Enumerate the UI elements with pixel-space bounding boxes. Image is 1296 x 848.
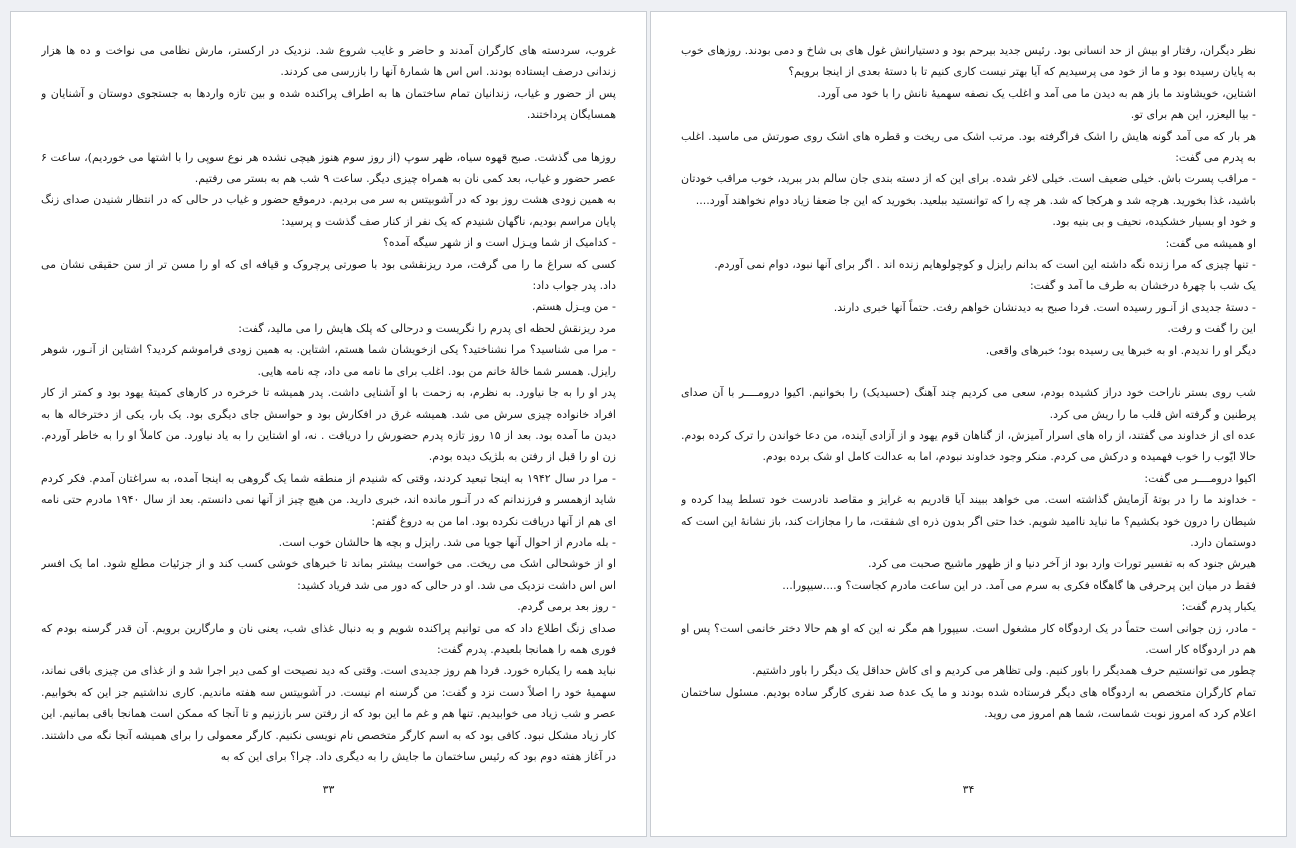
paragraph: اکیوا درومــــر می گفت:: [1144, 471, 1256, 485]
page-number: ۳۴: [962, 783, 975, 796]
paragraph: - کدامیک از شما ویـزل است و از شهر سیگه آمده؟: [383, 236, 616, 250]
paragraph: - دستهٔ جدیدی از آنـور رسیده است. فردا صبح به دیدنشان خواهم رفت. حتماً آنها خبری دارند.: [833, 300, 1256, 314]
paragraph: کسی که سراغ ما را می گرفت، مرد ریزنقشی بود با صورتی پرچروک و قیافه ای که او را مسن تر از سن حقیقی نشان می داد. پدر جواب داد:: [41, 257, 616, 293]
document-page-right: [650, 11, 1287, 837]
paragraph: پدر او را به جا نیاورد. به نظرم، به زحمت با او آشنایی داشت. پدر همیشه تا خرخره در کارهای کمیتهٔ یهود بود و کمتر از کار افراد خانواده چیزی سرش می شد. همیشه غرق در افکارش بود و حواسش جای دیگری بود. یک بار، یکی از دخترخاله ها به دیدن ما آمده بود. بعد از ۱۵ روز تازه پدرم حضورش را دریافت . نه، او اشتاین را به یاد نیاورد. من کاملاً او را به خاطر آوردم. زن او را قبل از رفتن به بلژیک دیده بودم.: [41, 386, 616, 464]
paragraph: - من ویـزل هستم.: [531, 300, 616, 314]
paragraph: - مادر، زن جوانی است حتماً در یک اردوگاه کار مشغول است. سیپورا هم مگر نه این که او هم حالا دختر خانمی است؟ پس او هم در اردوگاه کار است.: [681, 621, 1256, 656]
paragraph: یکبار پدرم گفت:: [1181, 600, 1256, 614]
paragraph: مرد ریزنقش لحظه ای پدرم را نگریست و درحالی که پلک هایش را می مالید، گفت:: [238, 321, 616, 335]
paragraph: فقط در میان این پرحرفی ها گاهگاه فکری به سرم می آمد. در این ساعت مادرم کجاست؟ و....سیپورا...: [782, 578, 1256, 592]
paragraph: غروب، سردسته های کارگران آمدند و حاضر و غایب شروع شد. نزدیک در ارکستر، مارش نظامی می نواخت و ده ها هزار زندانی درصف ایستاده بودند. اس اس ها شمارهٔ آنها را بازرسی می کردند.: [41, 44, 616, 79]
paragraph: پس از حضور و غیاب، زندانیان تمام ساختمان ها به اطراف پراکنده شده و بین تازه واردها به جستجوی دوستان و آشنایان و همسایگان پرداختند.: [41, 86, 616, 122]
paragraph: هر بار که می آمد گونه هایش را اشک فراگرفته بود. مرتب اشک می ریخت و قطره های اشک روی صورتش می ماسید. اغلب به پدرم می گفت:: [681, 129, 1256, 165]
paragraph: اشتاین، خویشاوند ما باز هم به دیدن ما می آمد و اغلب یک نصفه سهمیهٔ نانش را با خود می آورد.: [817, 86, 1256, 100]
page-number: ۳۳: [322, 783, 335, 796]
paragraph: نظر دیگران، رفتار او بیش از حد انسانی بود. رئیس جدید بیرحم بود و دستیارانش غول های بی شاخ و دمی بودند. روزهای خوب به پایان رسیده بود و ما از خود می پرسیدیم که آیا بهتر نیست کاری کنیم تا با دستهٔ بعدی از اینجا برویم؟: [681, 44, 1256, 79]
paragraph: - مرا در سال ۱۹۴۲ به اینجا تبعید کردند، وقتی که شنیدم از منطقه شما یک گروهی به اینجا آمده، به سراغتان آمدم. فکر کردم شاید ازهمسر و فرزندانم که در آنـور مانده اند، خبری دارید. من هیچ چیز از آنها نمی دانستم. بعد از سال ۱۹۴۰ مادرم حتی نامه ای هم از آنها دریافت نکرده بود. اما من به دروغ گفتم:: [41, 471, 616, 528]
paragraph: دیگر او را ندیدم. او به خبرها یی رسیده بود؛ خبرهای واقعی.: [985, 343, 1256, 357]
page-text-body: [41, 40, 616, 776]
paragraph: - بیا الیعزر، این هم برای تو.: [1130, 108, 1256, 122]
paragraph: - مراقب پسرت باش. خیلی ضعیف است. خیلی لاغر شده. برای این که از دسته بندی جان سالم بدر ببرید، خوب مراقب خودتان باشید، غذا بخورید. هرچه شد و هرکجا که شد. هر چه را که توانستید ببلعید. بخورید که این جا ضعفا زیاد دوام نخواهند آورد....: [681, 172, 1256, 207]
paragraph: او همیشه می گفت:: [1165, 236, 1256, 250]
paragraph: چطور می توانستیم حرف همدیگر را باور کنیم. ولی تظاهر می کردیم و ای کاش حداقل یک دیگر را باور داشتیم.: [752, 664, 1256, 678]
paragraph: صدای زنگ اطلاع داد که می توانیم پراکنده شویم و به دنبال غذای شب، یعنی نان و مارگارین برویم. آن قدر گرسنه بودم که فوری همه را همانجا بلعیدم. پدرم گفت:: [41, 621, 616, 656]
paragraph: - روز بعد برمی گردم.: [517, 600, 616, 614]
paragraph: او از خوشحالی اشک می ریخت. می خواست بیشتر بماند تا خبرهای خوشی کسب کند و از جزئیات مطلع شود. اما یک افسر اس اس داشت نزدیک می شد. او در حالی که دور می شد فریاد کشید:: [41, 557, 616, 592]
paragraph: - خداوند ما را در بوتهٔ آزمایش گذاشته است. می خواهد ببیند آیا قادریم به غرایز و مقاصد نادرست خود تسلط پیدا کرده و شیطان را درون خود بکشیم؟ ما نباید ناامید شویم. خدا حتی اگر بدون ذره ای شفقت، ما را مجازات کند، باز نشانهٔ این است که دوستمان دارد.: [681, 493, 1256, 549]
paragraph: هیرش جنود که به تفسیر تورات وارد بود از آخر دنیا و از ظهور ماشیح صحبت می کرد.: [868, 557, 1256, 571]
paragraph: تمام کارگران متخصص به اردوگاه های دیگر فرستاده شده بودند و ما یک عدهٔ صد نفری کارگر ساده بودیم. مسئول ساختمان اعلام کرد که امروز نوبت شماست، شما هم امروز می روید.: [681, 685, 1256, 721]
paragraph: روزها می گذشت. صبح قهوه سیاه، ظهر سوپ (از روز سوم هنوز هیچی نشده هر نوع سوپی را با اشتها می خوردیم)، ساعت ۶ عصر حضور و غیاب، بعد کمی نان به همراه چیزی دیگر. ساعت ۹ شب هم به بستر می رفتیم.: [41, 150, 616, 186]
paragraph: به همین زودی هشت روز بود که در آشوبیتس به سر می بردیم. درموقع حضور و غیاب در حالی که در انتظار شنیدن صدای زنگ پایان مراسم بودیم، ناگهان شنیدم که یک نفر از کنار صف گذشت و پرسید:: [41, 193, 616, 228]
paragraph: - تنها چیزی که مرا زنده نگه داشته این است که بدانم رایزل و کوچولوهایم زنده اند . اگر برای آنها نبود، دوام نمی آوردم.: [714, 258, 1256, 272]
paragraph: شب روی بستر ناراحت خود دراز کشیده بودم، سعی می کردیم چند آهنگ (حسیدیک) را بخوانیم. اکیوا درومــــر با آن صدای پرطنین و گرفته اش قلب ما را ریش می کرد.: [681, 386, 1256, 421]
paragraph: این را گفت و رفت.: [1167, 322, 1256, 336]
paragraph: نباید همه را یکباره خورد. فردا هم روز جدیدی است. وقتی که دید نصیحت او کمی دیر اجرا شد و از غذای من چیزی باقی نماند، سهمیهٔ خود را اصلاً دست نزد و گفت: من گرسنه ام نیست. در آشوبیتس سه هفته ماندیم. کاری نداشتیم جز این که بخوابیم. عصر و شب زیاد می خوابیدیم. تنها هم و غم ما این بود که از رفتن سر باززنیم و تا آنجا که ممکن است همانجا باقی بمانیم. این کار زیاد مشکل نبود. کافی بود که به اسم کارگر متخصص نام نویسی نکنیم. کارگر معمولی را برای همیشه آنجا نگه می داشتند. در آغاز هفته دوم بود که رئیس ساختمان ما جایش را به دیگری داد. چرا؟ برای این که به: [41, 664, 616, 763]
paragraph: - مرا می شناسید؟ مرا نشناختید؟ یکی ازخویشان شما هستم، اشتاین. به همین زودی فراموشم کردید؟ اشتاین از آنـور، شوهر رایزل. همسر شما خالهٔ خانم من بود. اغلب برای ما نامه می داد، چه نامه هایی.: [41, 343, 616, 378]
document-page-left: [10, 11, 647, 837]
paragraph: و خود او بسیار خشکیده، نحیف و بی بنیه بود.: [1052, 215, 1256, 229]
paragraph: - بله مادرم از احوال آنها جویا می شد. رایزل و بچه ها حالشان خوب است.: [278, 535, 616, 549]
page-text-body: [681, 40, 1256, 776]
paragraph: عده ای از خداوند می گفتند، از راه های اسرار آمیزش، از گناهان قوم یهود و از آزادی آینده، من دعا خواندن را ترک کرده بودم. حالا ایّوب را خوب فهمیده و درکش می کردم. منکر وجود خداوند نبودم، اما به عدالت کامل او شک برده بودم.: [681, 428, 1256, 464]
paragraph: یک شب با چهرهٔ درخشان به طرف ما آمد و گفت:: [1029, 279, 1256, 293]
